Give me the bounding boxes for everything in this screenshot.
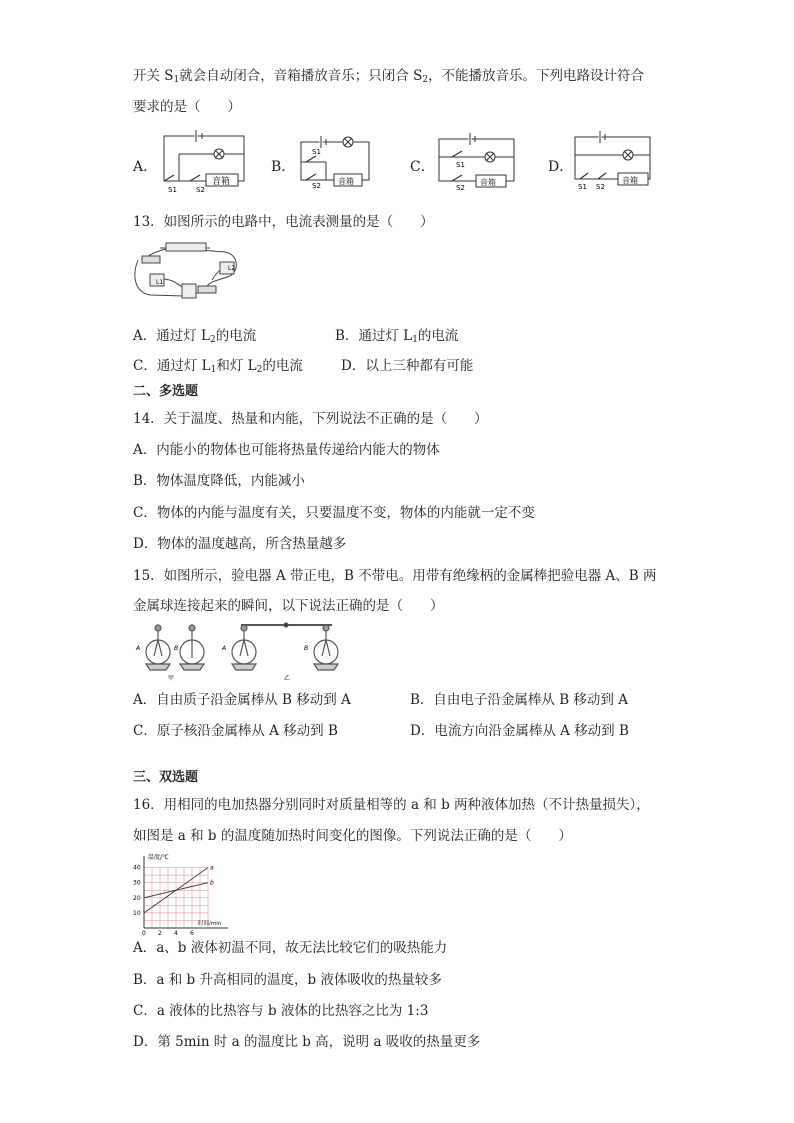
circuit-b-figure (296, 134, 376, 189)
svg-text:S1: S1 (456, 161, 465, 169)
svg-text:音箱: 音箱 (480, 178, 496, 187)
section-3-heading: 三、双选题 (133, 770, 199, 785)
q13-option-b[interactable]: B．通过灯 $L_1$的电流 (335, 328, 459, 345)
q16-temperature-chart (132, 852, 232, 937)
q12-choice-a[interactable]: A． (133, 159, 158, 175)
q14-option-b[interactable]: B．物体温度降低，内能减小 (133, 473, 305, 489)
speaker-label: 音箱 (212, 177, 231, 187)
q14-option-c[interactable]: C．物体的内能与温度有关，只要温度不变，物体的内能就一定不变 (133, 505, 535, 521)
svg-text:A: A (222, 645, 227, 652)
x-tick-label: 4 (174, 930, 178, 937)
electroscope-a-label: A (136, 645, 141, 652)
q15-option-a[interactable]: A．自由质子沿金属棒从 B 移动到 A (133, 692, 351, 708)
q13-option-d[interactable]: D．以上三种都有可能 (341, 358, 474, 374)
section-2-heading: 二、多选题 (133, 384, 199, 399)
svg-text:S2: S2 (312, 182, 321, 190)
y-axis-label: 温度/℃ (148, 854, 169, 861)
q12-stem-line2: 要求的是（ ） (133, 99, 241, 115)
q15-option-b[interactable]: B．自由电子沿金属棒从 B 移动到 A (410, 692, 628, 708)
x-axis-label: 时间/min (198, 921, 222, 927)
x-tick-label: 6 (190, 930, 194, 937)
svg-text:音箱: 音箱 (622, 176, 638, 185)
q16-option-a[interactable]: A．a、b 液体初温不同，故无法比较它们的吸热能力 (133, 940, 448, 956)
y-tick-label: 40 (133, 864, 141, 872)
q15-electroscope-figure (136, 622, 376, 682)
q16-stem-line2: 如图是 a 和 b 的温度随加热时间变化的图像。下列说法正确的是（ ） (133, 828, 572, 844)
figure-jia-label: 甲 (168, 675, 175, 682)
q15-option-c[interactable]: C．原子核沿金属棒从 A 移动到 B (133, 723, 338, 739)
svg-text:音箱: 音箱 (338, 177, 354, 186)
q15-stem-line1: 15．如图所示，验电器 A 带正电，B 不带电。用带有绝缘柄的金属棒把验电器 A、B 两 (133, 568, 657, 584)
svg-text:S1: S1 (578, 183, 587, 191)
circuit-c-figure (434, 131, 519, 191)
svg-text:S2: S2 (596, 183, 605, 191)
q13-circuit-figure (130, 240, 245, 305)
q12-choice-d[interactable]: D． (548, 159, 574, 175)
lamp-l2-label: L2 (228, 265, 236, 272)
q14-option-d[interactable]: D．物体的温度越高，所含热量越多 (133, 536, 347, 552)
switch-s2-label: S2 (196, 186, 205, 194)
q16-option-c[interactable]: C．a 液体的比热容与 b 液体的比热容之比为 1:3 (133, 1003, 429, 1019)
y-tick-label: 10 (133, 909, 141, 917)
q16-stem-line1: 16．用相同的电加热器分别同时对质量相等的 a 和 b 两种液体加热（不计热量损失）， (133, 797, 650, 813)
q15-stem-line2: 金属球连接起来的瞬间，以下说法正确的是（ ） (133, 598, 444, 614)
q12-choice-b[interactable]: B． (271, 159, 296, 175)
y-tick-label: 20 (133, 894, 141, 902)
q14-stem: 14．关于温度、热量和内能，下列说法不正确的是（ ） (133, 411, 488, 427)
circuit-d-figure (570, 131, 655, 191)
q12-stem-line1: 开关 $S_1$就会自动闭合，音箱播放音乐；只闭合 $S_2$，不能播放音乐。下列电路设计符合 (133, 68, 645, 85)
q16-option-d[interactable]: D．第 5min 时 a 的温度比 b 高，说明 a 吸收的热量更多 (133, 1034, 481, 1050)
series-label-b: b (210, 879, 214, 887)
electroscope-b-label: B (174, 645, 179, 652)
switch-s1-label: S1 (168, 186, 177, 194)
y-tick-label: 30 (133, 879, 141, 887)
svg-text:S2: S2 (456, 184, 465, 192)
series-label-a: a (210, 864, 214, 872)
svg-text:S1: S1 (312, 148, 321, 156)
q15-option-d[interactable]: D．电流方向沿金属棒从 A 移动到 B (410, 723, 629, 739)
x-tick-label: 0 (142, 930, 146, 937)
q13-option-c[interactable]: C．通过灯 $L_1$和灯 $L_2$的电流 (133, 358, 303, 375)
svg-text:B: B (304, 645, 309, 652)
x-tick-label: 2 (158, 930, 162, 937)
q13-stem: 13．如图所示的电路中，电流表测量的是（ ） (133, 214, 434, 230)
q16-option-b[interactable]: B．a 和 b 升高相同的温度，b 液体吸收的热量较多 (133, 972, 442, 988)
lamp-l1-label: L1 (156, 279, 164, 286)
q14-option-a[interactable]: A．内能小的物体也可能将热量传递给内能大的物体 (133, 442, 440, 458)
q13-option-a[interactable]: A．通过灯 $L_2$的电流 (133, 328, 257, 345)
circuit-a-figure (154, 130, 254, 195)
q12-choice-c[interactable]: C． (410, 159, 435, 175)
figure-yi-label: 乙 (284, 675, 291, 682)
